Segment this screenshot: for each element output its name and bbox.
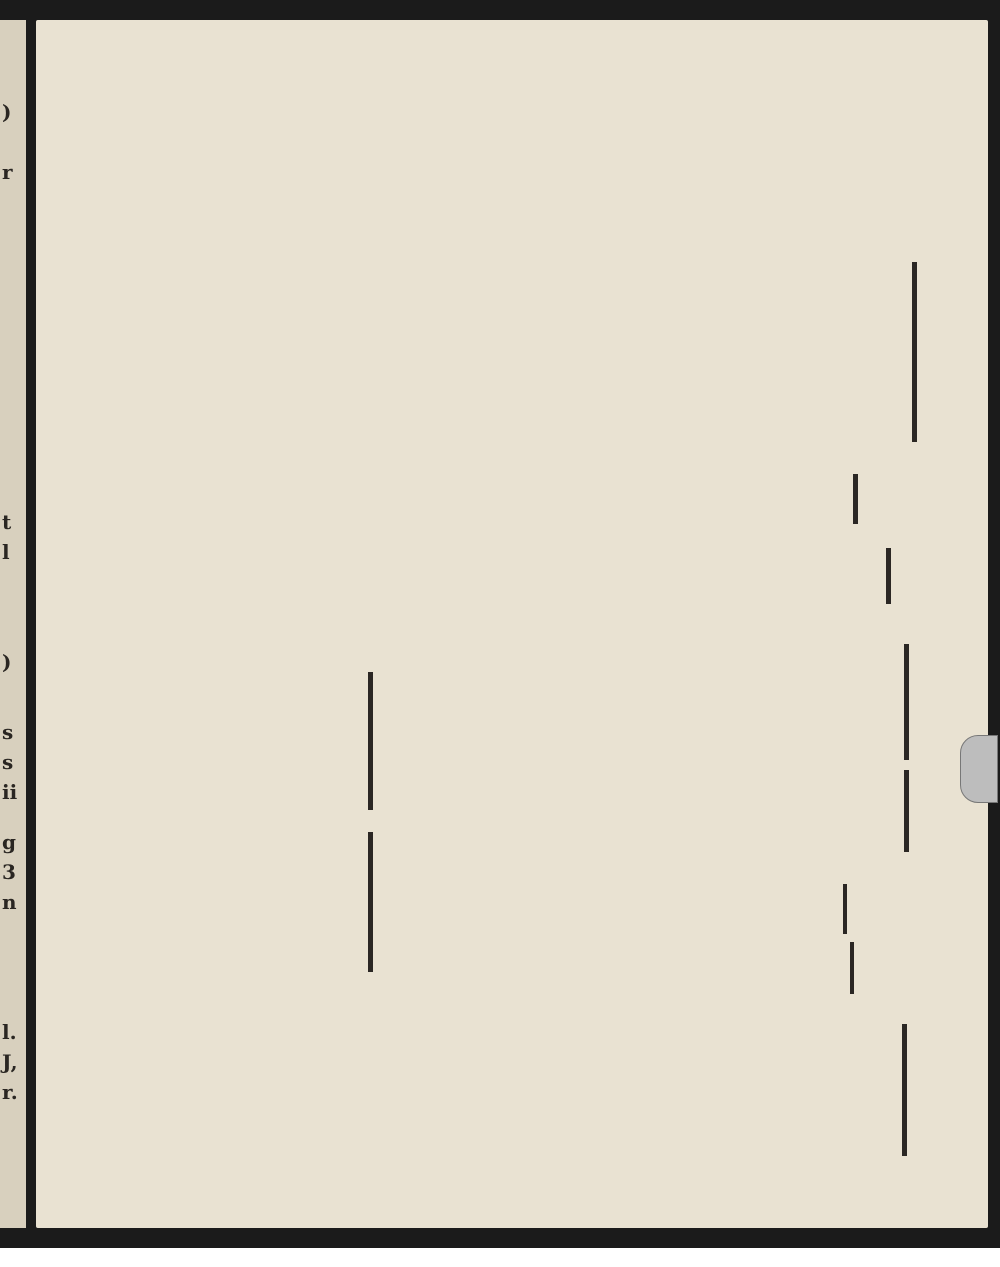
bracket-cursores-maj	[843, 884, 847, 934]
bracket-grem	[368, 832, 373, 972]
bracket-gramat	[886, 548, 891, 604]
bracket-rud	[904, 644, 909, 760]
page-clip	[960, 735, 998, 803]
bracket-rethores	[912, 262, 917, 442]
bracket-princ	[904, 770, 909, 852]
facing-page-edge: ) r t l ) s s ii g 3 n l. J, r.	[0, 20, 26, 1228]
bracket-synt-min	[368, 672, 373, 810]
bracket-popae	[902, 1024, 907, 1156]
bracket-synt-maj	[853, 474, 858, 524]
book-page	[36, 20, 988, 1228]
footer-credit	[948, 1250, 960, 1262]
bracket-cursores-min	[850, 942, 854, 994]
